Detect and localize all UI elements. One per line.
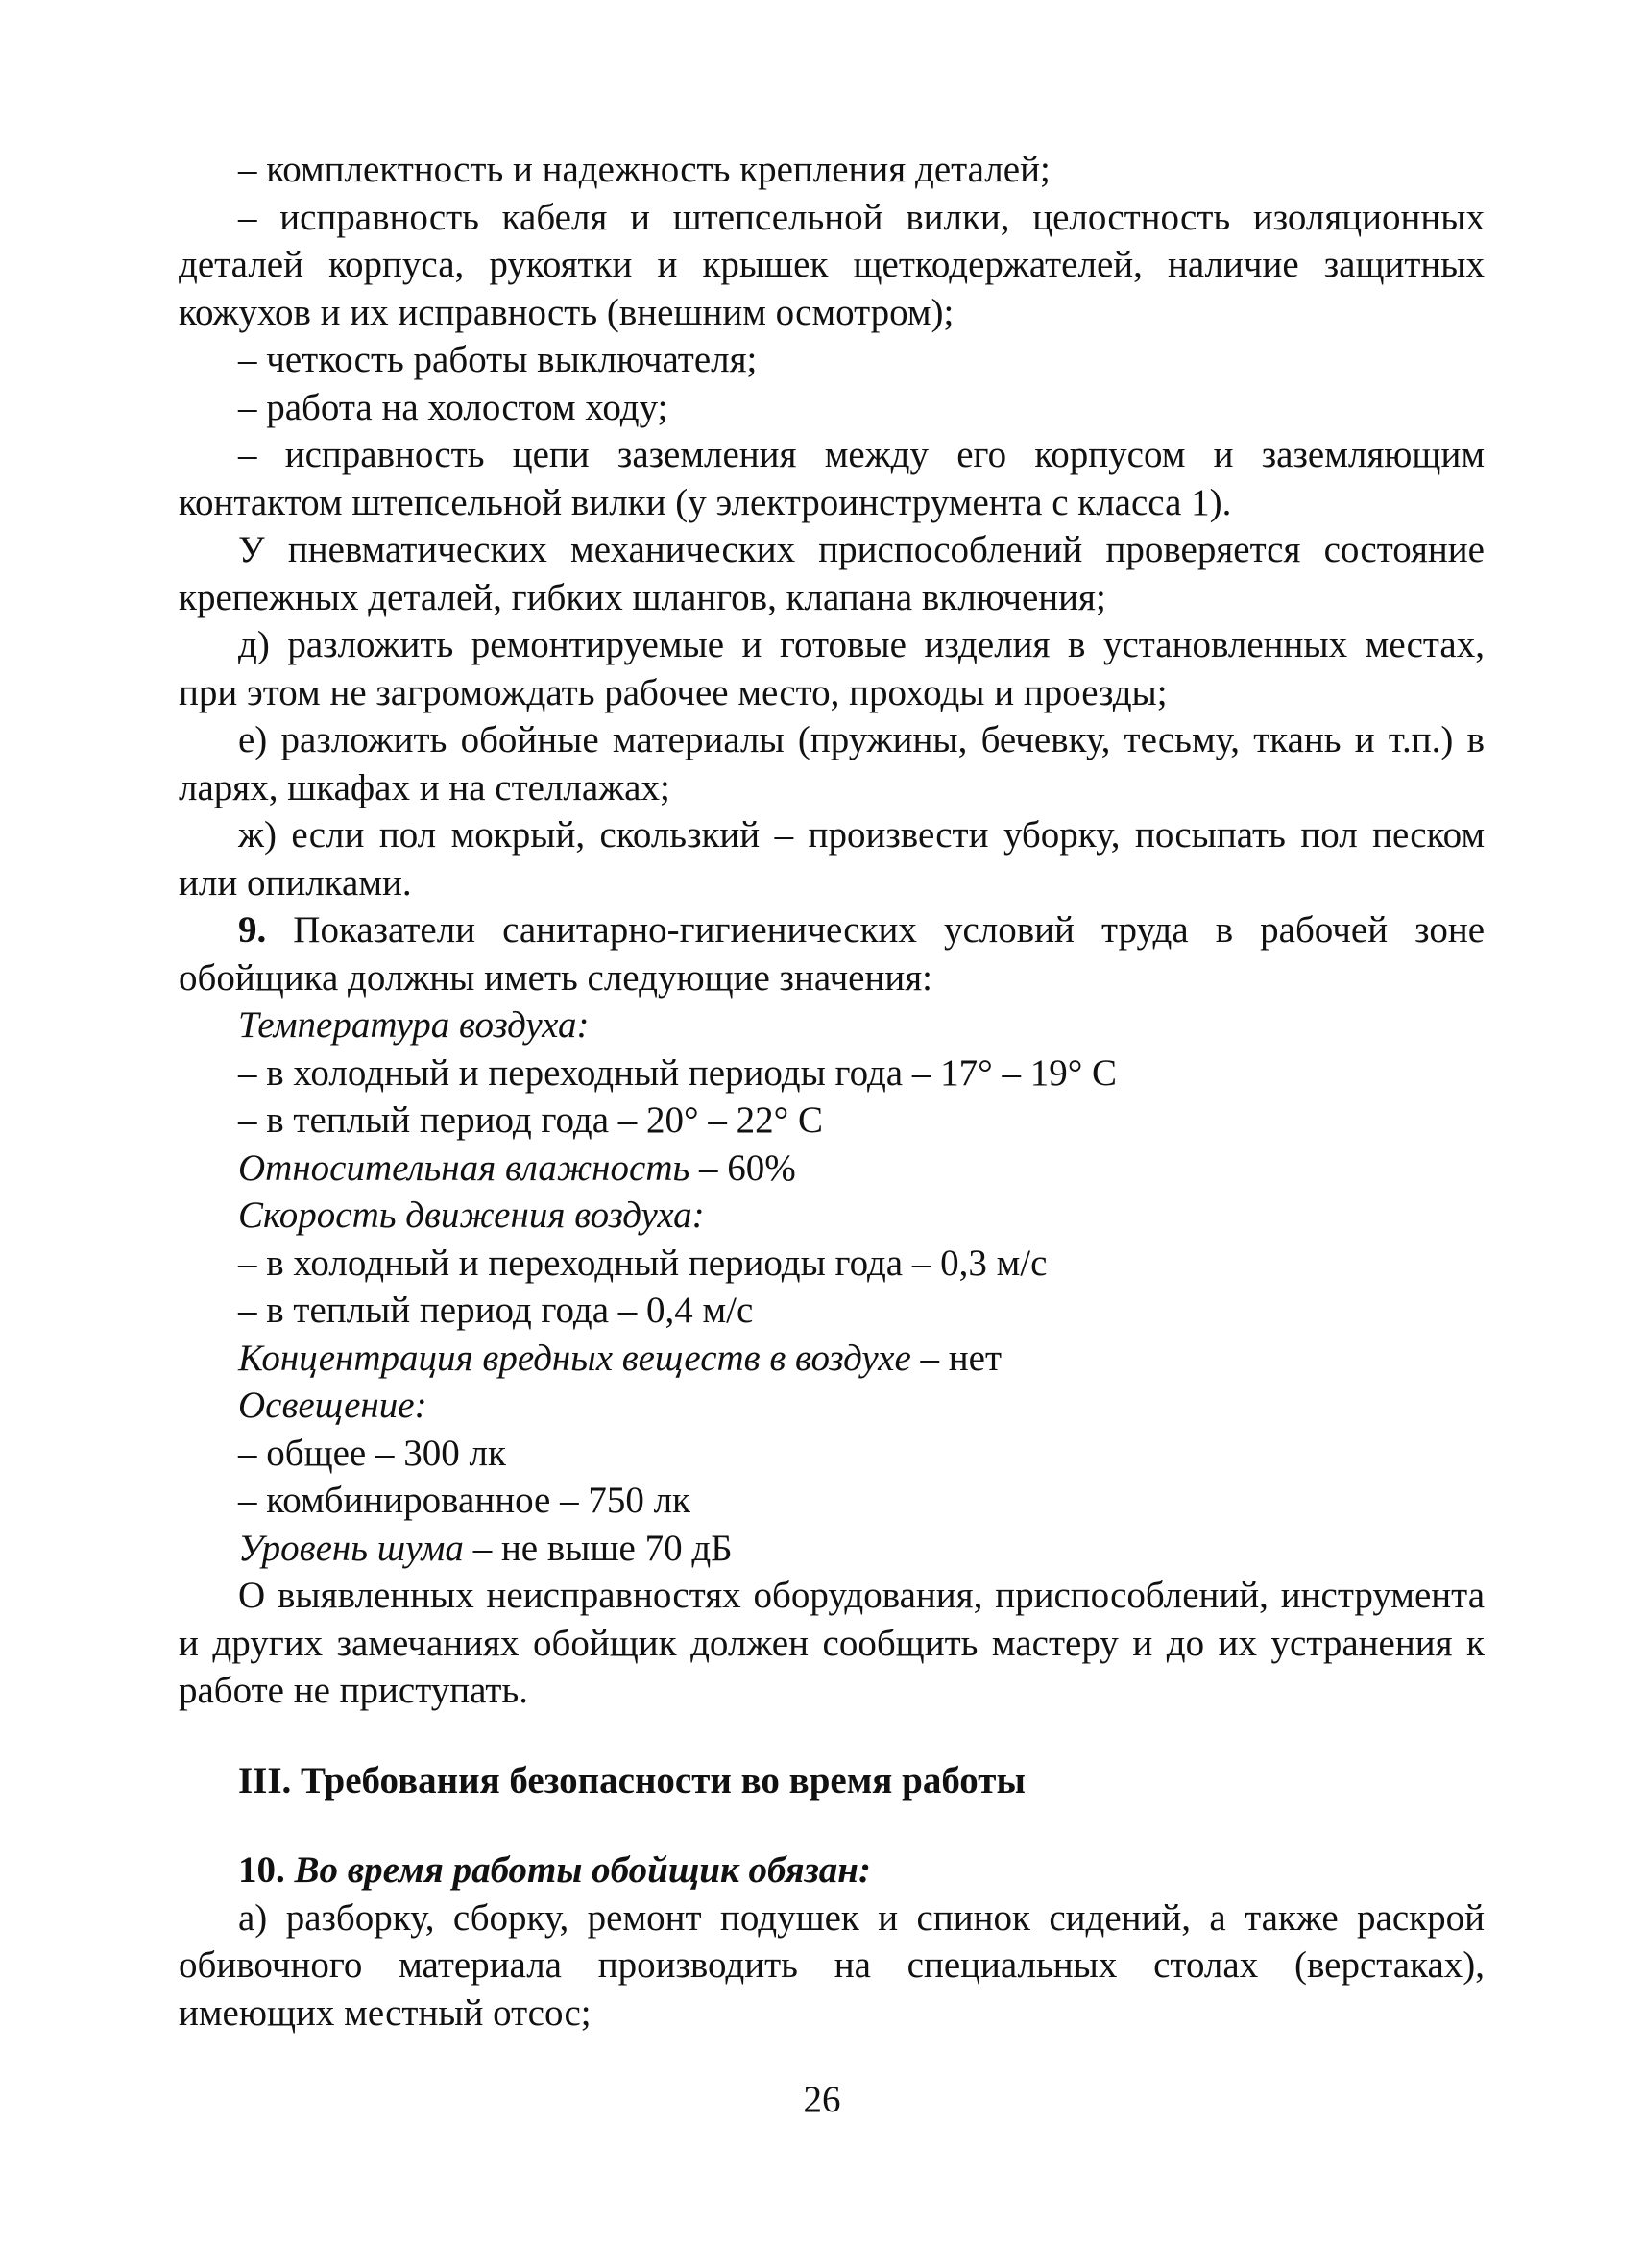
item-9-number: 9. bbox=[238, 909, 267, 951]
paragraph-item-zh: ж) если пол мокрый, скользкий – произвести уборку, посыпать пол песком или опилками. bbox=[179, 814, 1485, 904]
harmful-substances-value: – нет bbox=[910, 1337, 1002, 1379]
item-10-number: 10. bbox=[238, 1849, 285, 1891]
lighting-label: Освещение: bbox=[238, 1385, 427, 1426]
air-speed-warm: – в теплый период года – 0,4 м/с bbox=[238, 1290, 754, 1331]
item-10-heading bbox=[179, 1846, 1485, 1894]
noise-value: – не выше 70 дБ bbox=[463, 1527, 733, 1569]
noise-line bbox=[179, 1525, 1485, 1573]
humidity-value: – 60% bbox=[689, 1146, 796, 1189]
paragraph-malfunctions: О выявленных неисправностях оборудования, приспособлений, инструмента и других замечаниях обойщик должен сообщить мастеру и до их устранения к работе не приступать. bbox=[179, 1575, 1485, 1711]
paragraph-switch-check: – четкость работы выключателя; bbox=[238, 339, 758, 380]
paragraph-item-9 bbox=[179, 906, 1485, 1001]
noise-label: Уровень шума bbox=[238, 1527, 464, 1569]
temperature-warm: – в теплый период года – 20° – 22° С bbox=[238, 1099, 823, 1141]
temperature-cold: – в холодный и переходный периоды года – 17° – 19° С bbox=[238, 1051, 1118, 1094]
page-number: 26 bbox=[803, 2079, 841, 2120]
item-9-text: Показатели санитарно-гигиенических условий труда в рабочей зоне обойщика должны иметь следующие значения: bbox=[179, 909, 1485, 999]
section-heading: III. Требования безопасности во время работы bbox=[238, 1759, 1026, 1801]
humidity-label: Относительная влажность bbox=[238, 1146, 690, 1189]
air-speed-label: Скорость движения воздуха: bbox=[238, 1194, 705, 1236]
air-speed-cold: – в холодный и переходный периоды года – 0,3 м/с bbox=[238, 1242, 1048, 1284]
lighting-general: – общее – 300 лк bbox=[238, 1432, 506, 1474]
humidity-line bbox=[179, 1145, 1485, 1193]
paragraph-item-e: е) разложить обойные материалы (пружины, бечевку, тесьму, ткань и т.п.) в ларях, шкафах и на стеллажах; bbox=[179, 719, 1485, 808]
paragraph-item-10-a: а) разборку, сборку, ремонт подушек и спинок сидений, а также раскрой обивочного материала производить на специальных столах (верстаках), имеющих местный отсос; bbox=[179, 1896, 1485, 2034]
temperature-label: Температура воздуха: bbox=[238, 1004, 590, 1046]
lighting-combined: – комбинированное – 750 лк bbox=[238, 1480, 691, 1521]
paragraph-pneumatic: У пневматических механических приспособлений проверяется состояние крепежных деталей, гибких шлангов, клапана включения; bbox=[179, 529, 1485, 618]
harmful-substances-line bbox=[179, 1335, 1485, 1383]
paragraph-idle-check: – работа на холостом ходу; bbox=[238, 386, 668, 428]
paragraph-completeness: – комплектность и надежность крепления деталей; bbox=[238, 149, 1051, 190]
document-page bbox=[179, 146, 1485, 2037]
paragraph-grounding-check: – исправность цепи заземления между его корпусом и заземляющим контактом штепсельной вилки (у электроинструмента с класса 1). bbox=[179, 434, 1485, 523]
paragraph-cable-check: – исправность кабеля и штепсельной вилки, целостность изоляционных деталей корпуса, рукоятки и крышек щеткодержателей, наличие защитных кожухов и их исправность (внешним осмотром); bbox=[179, 196, 1485, 333]
paragraph-item-d: д) разложить ремонтируемые и готовые изделия в установленных местах, при этом не загромождать рабочее место, проходы и проезды; bbox=[179, 624, 1485, 713]
harmful-substances-label: Концентрация вредных веществ в воздухе bbox=[238, 1337, 911, 1379]
item-10-title: Во время работы обойщик обязан: bbox=[284, 1849, 871, 1891]
